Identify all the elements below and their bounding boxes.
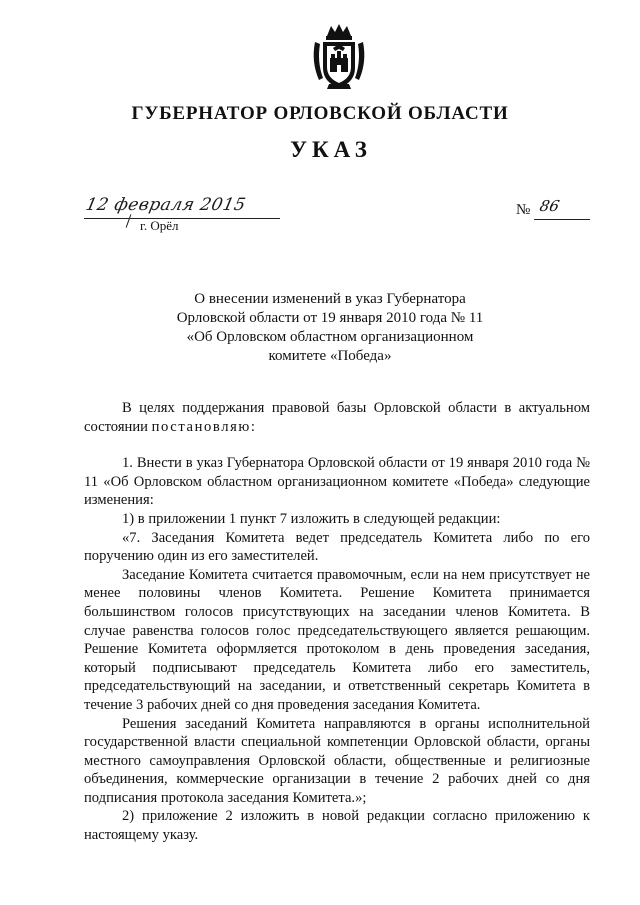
date-underline [84, 218, 280, 219]
city-label: г. Орёл [140, 218, 179, 233]
document-body [84, 399, 590, 845]
number-underline [534, 219, 590, 220]
date-slash [126, 214, 132, 227]
subclause-1-paragraph: 1) в приложении 1 пункт 7 изложить в следующей редакции: [122, 510, 501, 527]
subject-block [160, 290, 500, 366]
issuer-title: ГУБЕРНАТОР ОРЛОВСКОЙ ОБЛАСТИ [131, 103, 509, 124]
subclause-2-paragraph: 2) приложение 2 изложить в новой редакции согласно приложению к настоящему указу. [84, 808, 590, 844]
clause-1-paragraph: 1. Внести в указ Губернатора Орловской области от 19 января 2010 года № 11 «Об Орловском областном организационном комитете «Победа» следующие изменения: [84, 455, 590, 509]
subject-line: Орловской области от 19 января 2010 года № 11 [176, 310, 484, 326]
quorum-paragraph: Заседание Комитета считается правомочным, если на нем присутствует не менее половины членов Комитета. Решение Комитета принимается большинством голосов присутствующих на заседании членов Комитета. В случае равенства голосов голос председательствующего является решающим. Решение Комитета оформляется протоколом в день проведения заседания, который подписывают председатель Комитета либо его заместитель, председательствующий на заседании, и ответственный секретарь Комитета в течение 3 рабочих дней со дня проведения заседания Комитета. [84, 566, 590, 713]
point-7-paragraph: «7. Заседания Комитета ведет председатель Комитета либо по его поручению один из его заместителей. [84, 529, 590, 565]
document-type: УКАЗ [290, 137, 372, 162]
coat-of-arms-icon [309, 22, 369, 92]
decree-word: постановляю: [151, 418, 257, 435]
number-handwritten: 86 [538, 197, 562, 215]
date-handwritten: 12 февраля 2015 [83, 195, 248, 215]
subject-line: О внесении изменений в указ Губернатора [194, 291, 466, 307]
preamble-paragraph [84, 399, 590, 436]
number-label: № [516, 202, 531, 218]
preamble-text: В целях поддержания правовой базы Орловской области в актуальном состоянии [84, 400, 590, 435]
subject-line: комитете «Победа» [268, 348, 392, 364]
subject-line: «Об Орловском областном организационном [186, 329, 474, 345]
decisions-paragraph: Решения заседаний Комитета направляются в органы исполнительной государственной власти специальной компетенции Орловской области, органы местного самоуправления Орловской области, общественные и религиозные объединения, коммерческие организации в течение 2 рабочих дней со дня подписания протокола заседания Комитета.»; [84, 715, 590, 806]
